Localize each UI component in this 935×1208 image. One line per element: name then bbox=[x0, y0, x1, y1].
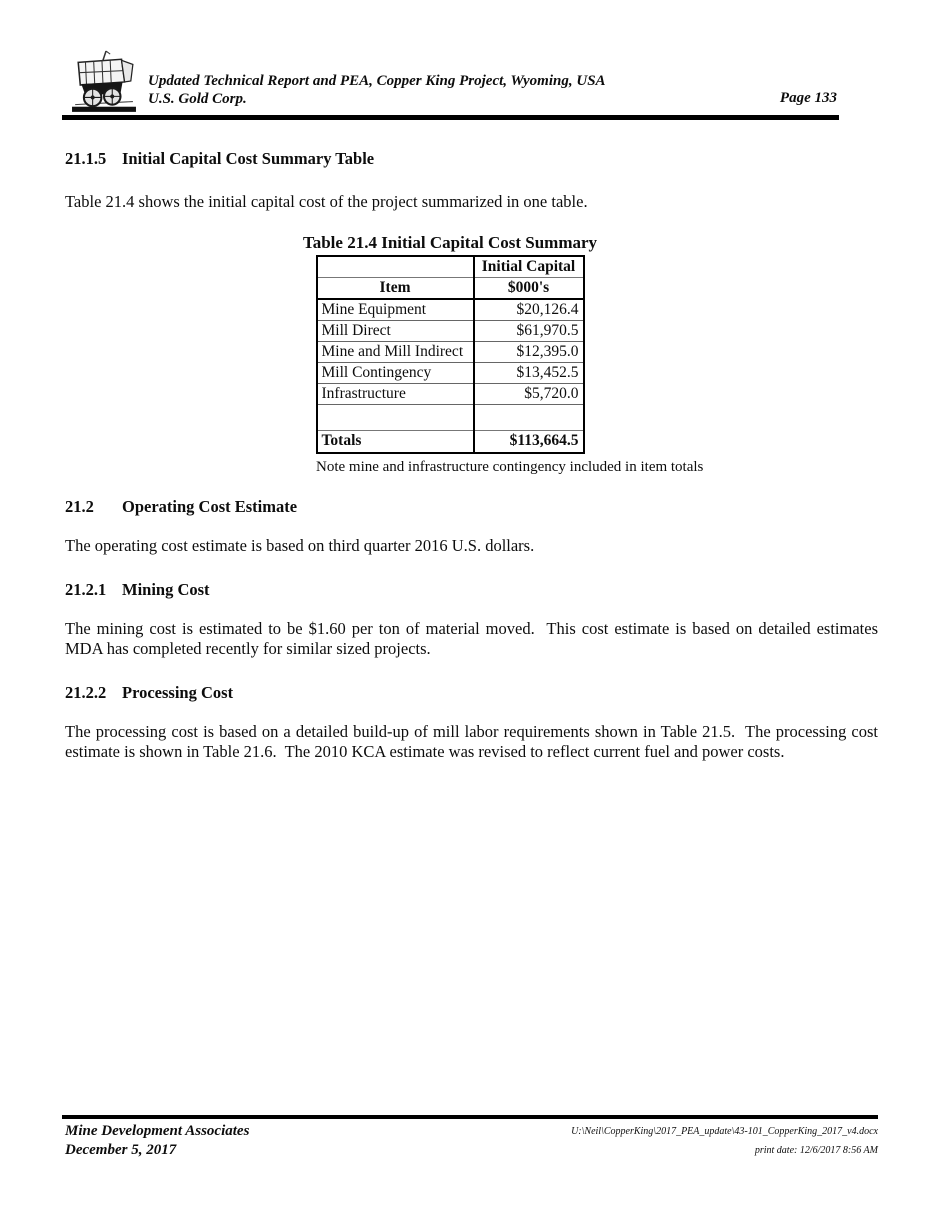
section-heading-21-2-1 bbox=[65, 580, 878, 600]
table-header-dollars: $000's bbox=[474, 277, 584, 299]
paragraph-processing-cost: The processing cost is based on a detailed build-up of mill labor requirements shown in Table 21.5. The processing cost estimate is shown in Table 21.6. The 2010 KCA estimate was revised to reflect current fuel and power costs. bbox=[65, 721, 883, 761]
table-row bbox=[317, 362, 584, 383]
company-name: U.S. Gold Corp. bbox=[148, 91, 247, 107]
report-title: Updated Technical Report and PEA, Copper King Project, Wyoming, USA bbox=[148, 73, 606, 89]
table-totals-row bbox=[317, 430, 584, 453]
table-caption: Table 21.4 Initial Capital Cost Summary bbox=[302, 232, 598, 252]
page-number: Page 133 bbox=[779, 90, 837, 106]
section-title: Operating Cost Estimate bbox=[122, 497, 298, 516]
table-cell-item: Infrastructure bbox=[317, 383, 474, 404]
table-header-empty-cell bbox=[317, 256, 474, 278]
header-title-block bbox=[148, 72, 606, 108]
table-cell-value: $13,452.5 bbox=[474, 362, 584, 383]
section-number: 21.2 bbox=[65, 497, 94, 516]
table-header-item: Item bbox=[317, 277, 474, 299]
totals-value: $113,664.5 bbox=[509, 432, 579, 450]
header-rule bbox=[62, 115, 839, 120]
paragraph-mining-cost: The mining cost is estimated to be $1.60 per ton of material moved. This cost estimate is based on detailed estimates MDA has completed recently for similar sized projects. bbox=[65, 618, 883, 658]
table-row bbox=[317, 341, 584, 362]
section-title: Initial Capital Cost Summary Table bbox=[122, 149, 375, 168]
table-spacer-row bbox=[317, 404, 584, 430]
table-cell-value: $61,970.5 bbox=[474, 320, 584, 341]
table-row bbox=[317, 383, 584, 404]
footer-file-path: U:\Neil\CopperKing\2017_PEA_update\43-101_CopperKing_2017_v4.docx bbox=[571, 1126, 878, 1137]
table-cell-value: $5,720.0 bbox=[474, 383, 584, 404]
footer-date: December 5, 2017 bbox=[65, 1142, 177, 1158]
section-number: 21.2.2 bbox=[65, 682, 107, 702]
table-cell-item: Mine Equipment bbox=[317, 299, 474, 321]
footer-right-block bbox=[571, 1126, 878, 1157]
footer-company: Mine Development Associates bbox=[65, 1123, 250, 1139]
totals-label: Totals bbox=[317, 430, 474, 453]
paragraph-table-intro: Table 21.4 shows the initial capital cost of the project summarized in one table. bbox=[65, 192, 588, 211]
footer-left-block bbox=[65, 1122, 249, 1160]
table-header-row-top bbox=[317, 256, 584, 278]
table-footnote: Note mine and infrastructure contingency included in item totals bbox=[316, 459, 704, 475]
capital-cost-table-block bbox=[280, 232, 704, 477]
table-row bbox=[317, 320, 584, 341]
paragraph-operating-cost: The operating cost estimate is based on third quarter 2016 U.S. dollars. bbox=[65, 536, 535, 555]
section-heading-21-2-2 bbox=[65, 683, 878, 703]
section-number: 21.1.5 bbox=[65, 149, 107, 168]
table-cell-value: $20,126.4 bbox=[474, 299, 584, 321]
table-header-row bbox=[317, 277, 584, 299]
footer-print-date: print date: 12/6/2017 8:56 AM bbox=[754, 1145, 878, 1156]
table-row bbox=[317, 299, 584, 321]
table-header-initial-capital: Initial Capital bbox=[474, 256, 584, 278]
table-cell-item: Mill Direct bbox=[317, 320, 474, 341]
table-cell-item: Mine and Mill Indirect bbox=[317, 341, 474, 362]
section-heading-21-1-5 bbox=[65, 149, 878, 169]
main-content bbox=[65, 149, 883, 763]
footer-rule bbox=[62, 1115, 878, 1119]
section-number: 21.2.1 bbox=[65, 579, 107, 599]
table-cell-value: $12,395.0 bbox=[474, 341, 584, 362]
table-cell-item: Mill Contingency bbox=[317, 362, 474, 383]
section-heading-21-2 bbox=[65, 497, 878, 517]
section-title: Mining Cost bbox=[122, 579, 210, 599]
section-title: Processing Cost bbox=[122, 682, 234, 702]
mine-cart-logo-icon bbox=[71, 50, 137, 116]
initial-capital-cost-table bbox=[316, 255, 585, 455]
